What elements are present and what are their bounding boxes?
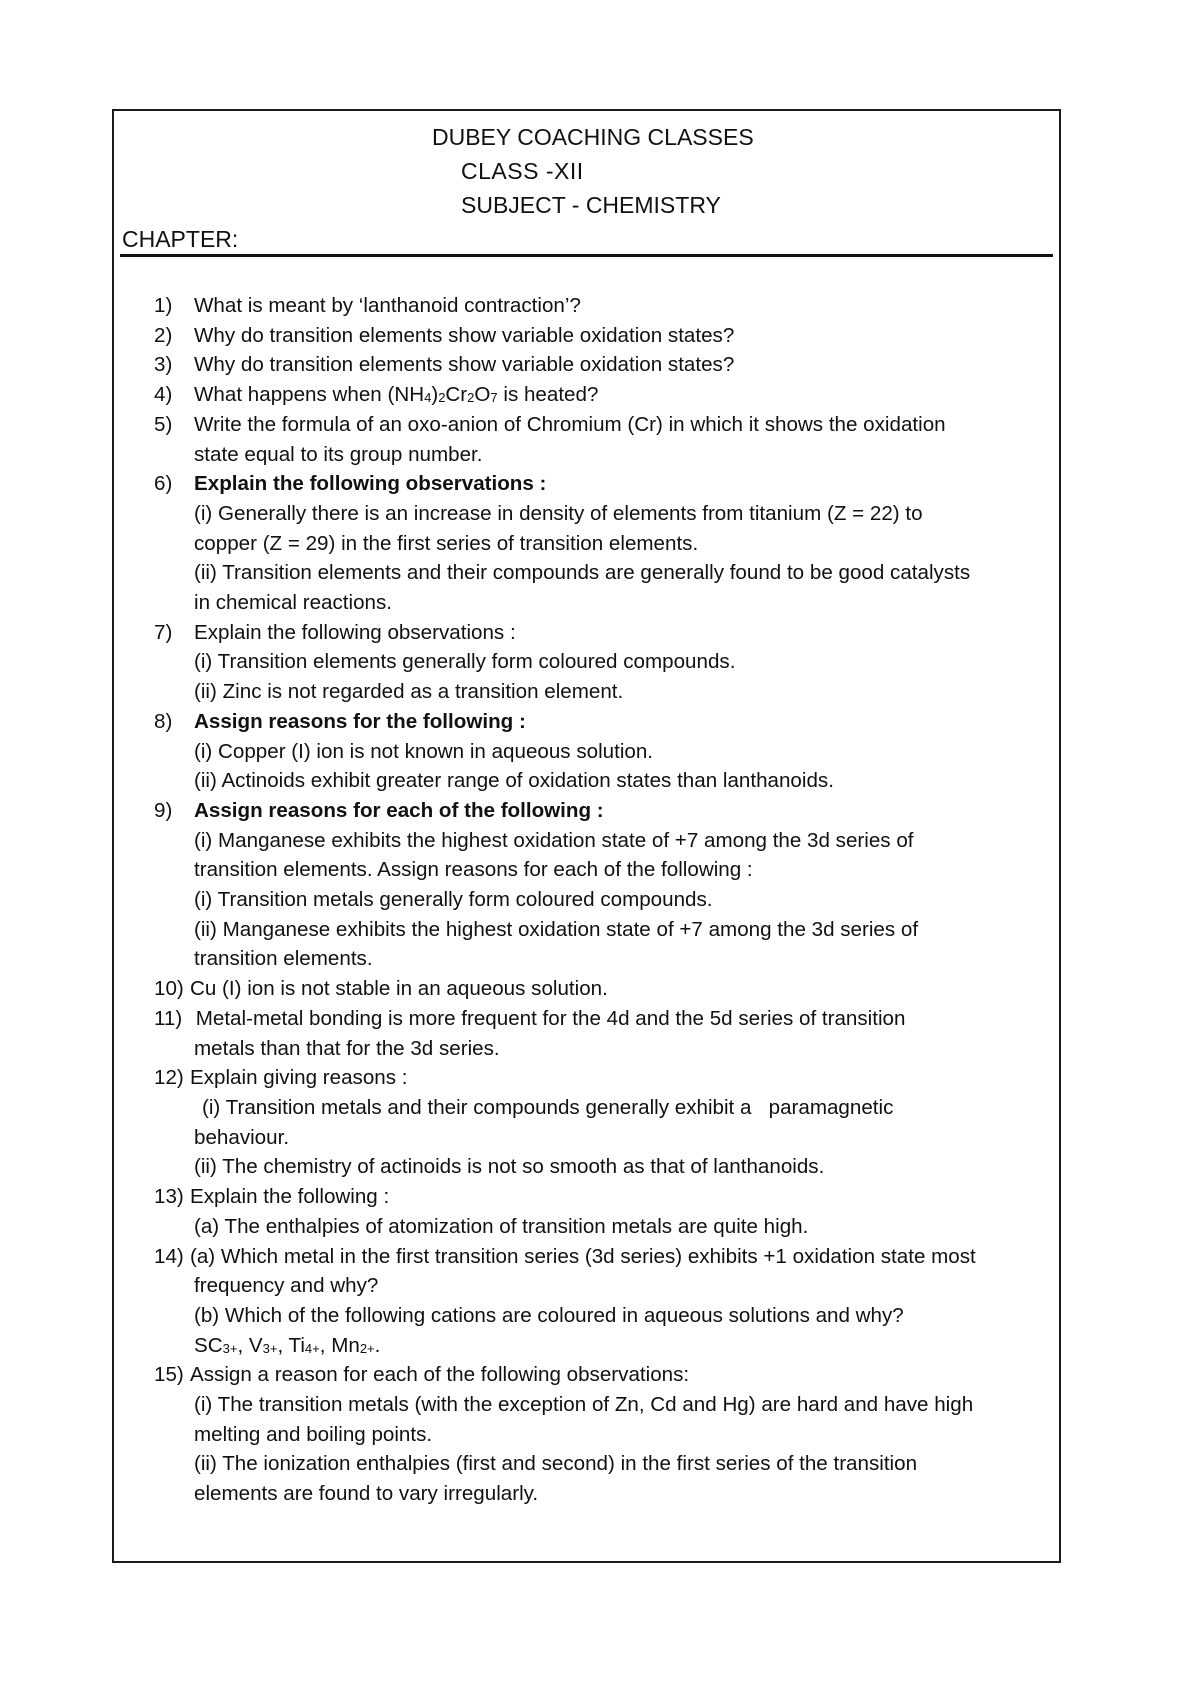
question-line: (ii) Transition elements and their compounds are generally found to be good catalysts xyxy=(194,561,971,585)
text-run: is heated? xyxy=(497,383,599,407)
institute-title: DUBEY COACHING CLASSES xyxy=(432,124,754,150)
text-run: , V xyxy=(237,1333,263,1357)
question-line: transition elements. xyxy=(194,947,373,971)
question-heading: Assign reasons for each of the following : xyxy=(194,798,604,822)
question-heading: Explain giving reasons : xyxy=(190,1066,408,1090)
text-run: ) xyxy=(431,383,439,407)
ion-list xyxy=(190,1331,1044,1361)
question-heading: Explain the following observations : xyxy=(194,620,516,644)
question-line: melting and boiling points. xyxy=(194,1422,433,1446)
question-list xyxy=(154,291,1044,1509)
question-7 xyxy=(154,618,1044,707)
question-number: 13) xyxy=(154,1185,184,1209)
question-line: behaviour. xyxy=(194,1125,290,1149)
question-number: 1) xyxy=(154,294,173,317)
question-8 xyxy=(154,707,1044,796)
question-number: 15) xyxy=(154,1363,184,1387)
question-10 xyxy=(154,974,1044,1004)
formula-subscript: 7 xyxy=(490,390,498,406)
question-number: 5) xyxy=(154,412,173,436)
class-label: CLASS -XII xyxy=(461,158,584,184)
question-line: in chemical reactions. xyxy=(194,591,393,615)
question-line: elements are found to vary irregularly. xyxy=(194,1482,539,1506)
question-line: (ii) Manganese exhibits the highest oxidation state of +7 among the 3d series of xyxy=(194,917,919,941)
question-line: copper (Z = 29) in the first series of transition elements. xyxy=(194,531,699,555)
ion-charge: 3+ xyxy=(262,1340,278,1356)
text-run: . xyxy=(374,1333,381,1357)
question-14 xyxy=(154,1242,1044,1361)
question-line: (i) Manganese exhibits the highest oxidation state of +7 among the 3d series of xyxy=(194,828,914,852)
question-line: (i) Copper (I) ion is not known in aqueous solution. xyxy=(194,739,654,763)
question-number: 6) xyxy=(154,472,173,496)
question-line: Metal-metal bonding is more frequent for the 4d and the 5d series of transition xyxy=(190,1006,906,1030)
question-line: frequency and why? xyxy=(194,1274,379,1298)
formula-subscript: 2 xyxy=(438,390,446,406)
question-number: 9) xyxy=(154,798,173,822)
question-line: (a) Which metal in the first transition series (3d series) exhibits +1 oxidation state most xyxy=(190,1244,976,1268)
question-heading: Assign a reason for each of the following observations: xyxy=(190,1363,690,1387)
question-1 xyxy=(154,291,1044,321)
ion-charge: 3+ xyxy=(222,1340,238,1356)
text-run: What happens when (NH xyxy=(194,383,425,407)
question-5 xyxy=(154,410,1044,469)
question-line: (ii) The ionization enthalpies (first and second) in the first series of the transition xyxy=(194,1452,918,1476)
question-line: (i) Transition metals and their compounds generally exhibit a paramagnetic xyxy=(202,1095,894,1119)
question-heading: Explain the following : xyxy=(190,1185,390,1209)
question-text xyxy=(194,380,1044,410)
subject-label: SUBJECT - CHEMISTRY xyxy=(461,192,721,218)
chapter-label: CHAPTER: xyxy=(122,226,239,252)
question-line: (ii) The chemistry of actinoids is not so smooth as that of lanthanoids. xyxy=(194,1155,825,1179)
question-2 xyxy=(154,321,1044,351)
question-number: 11) xyxy=(154,1006,183,1030)
question-number: 12) xyxy=(154,1066,184,1090)
ion-charge: 4+ xyxy=(304,1340,320,1356)
question-line: (a) The enthalpies of atomization of transition metals are quite high. xyxy=(194,1214,809,1238)
question-text: What is meant by ‘lanthanoid contraction’? xyxy=(194,294,581,317)
question-heading: Explain the following observations : xyxy=(194,472,547,496)
question-number: 14) xyxy=(154,1244,184,1268)
question-line: state equal to its group number. xyxy=(194,442,483,466)
question-line: (ii) Actinoids exhibit greater range of oxidation states than lanthanoids. xyxy=(194,769,834,793)
question-9 xyxy=(154,796,1044,974)
question-line: (i) Generally there is an increase in density of elements from titanium (Z = 22) to xyxy=(194,501,923,525)
formula-subscript: 4 xyxy=(424,390,432,406)
question-line: metals than that for the 3d series. xyxy=(194,1036,500,1060)
question-13 xyxy=(154,1182,1044,1241)
question-12 xyxy=(154,1063,1044,1182)
question-line: Write the formula of an oxo-anion of Chromium (Cr) in which it shows the oxidation xyxy=(194,412,946,436)
text-run: Cr xyxy=(445,383,468,407)
question-text: Why do transition elements show variable oxidation states? xyxy=(194,323,735,347)
header-divider xyxy=(120,254,1053,257)
question-number: 7) xyxy=(154,620,173,644)
question-heading: Assign reasons for the following : xyxy=(194,709,526,733)
question-line: (ii) Zinc is not regarded as a transition element. xyxy=(194,680,624,704)
question-line: (b) Which of the following cations are coloured in aqueous solutions and why? xyxy=(194,1303,904,1327)
question-15 xyxy=(154,1360,1044,1509)
formula-subscript: 2 xyxy=(467,390,475,406)
text-run: , Ti xyxy=(277,1333,305,1357)
question-number: 10) xyxy=(154,977,184,1001)
question-3 xyxy=(154,350,1044,380)
question-number: 3) xyxy=(154,353,173,377)
question-number: 2) xyxy=(154,323,173,347)
question-line: (i) Transition metals generally form coloured compounds. xyxy=(194,888,713,912)
question-text: Cu (I) ion is not stable in an aqueous solution. xyxy=(190,977,608,1001)
text-run: SC xyxy=(194,1333,223,1357)
question-6 xyxy=(154,469,1044,618)
question-number: 8) xyxy=(154,709,173,733)
question-text: Why do transition elements show variable oxidation states? xyxy=(194,353,735,377)
question-line: transition elements. Assign reasons for each of the following : xyxy=(194,858,753,882)
question-line: (i) The transition metals (with the exception of Zn, Cd and Hg) are hard and have high xyxy=(194,1393,974,1417)
text-run: O xyxy=(474,383,491,407)
ion-charge: 2+ xyxy=(359,1340,375,1356)
question-line: (i) Transition elements generally form coloured compounds. xyxy=(194,650,736,674)
text-run: , Mn xyxy=(319,1333,360,1357)
question-number: 4) xyxy=(154,383,173,407)
worksheet-frame xyxy=(112,109,1061,1563)
question-4 xyxy=(154,380,1044,410)
question-11 xyxy=(154,1004,1044,1063)
